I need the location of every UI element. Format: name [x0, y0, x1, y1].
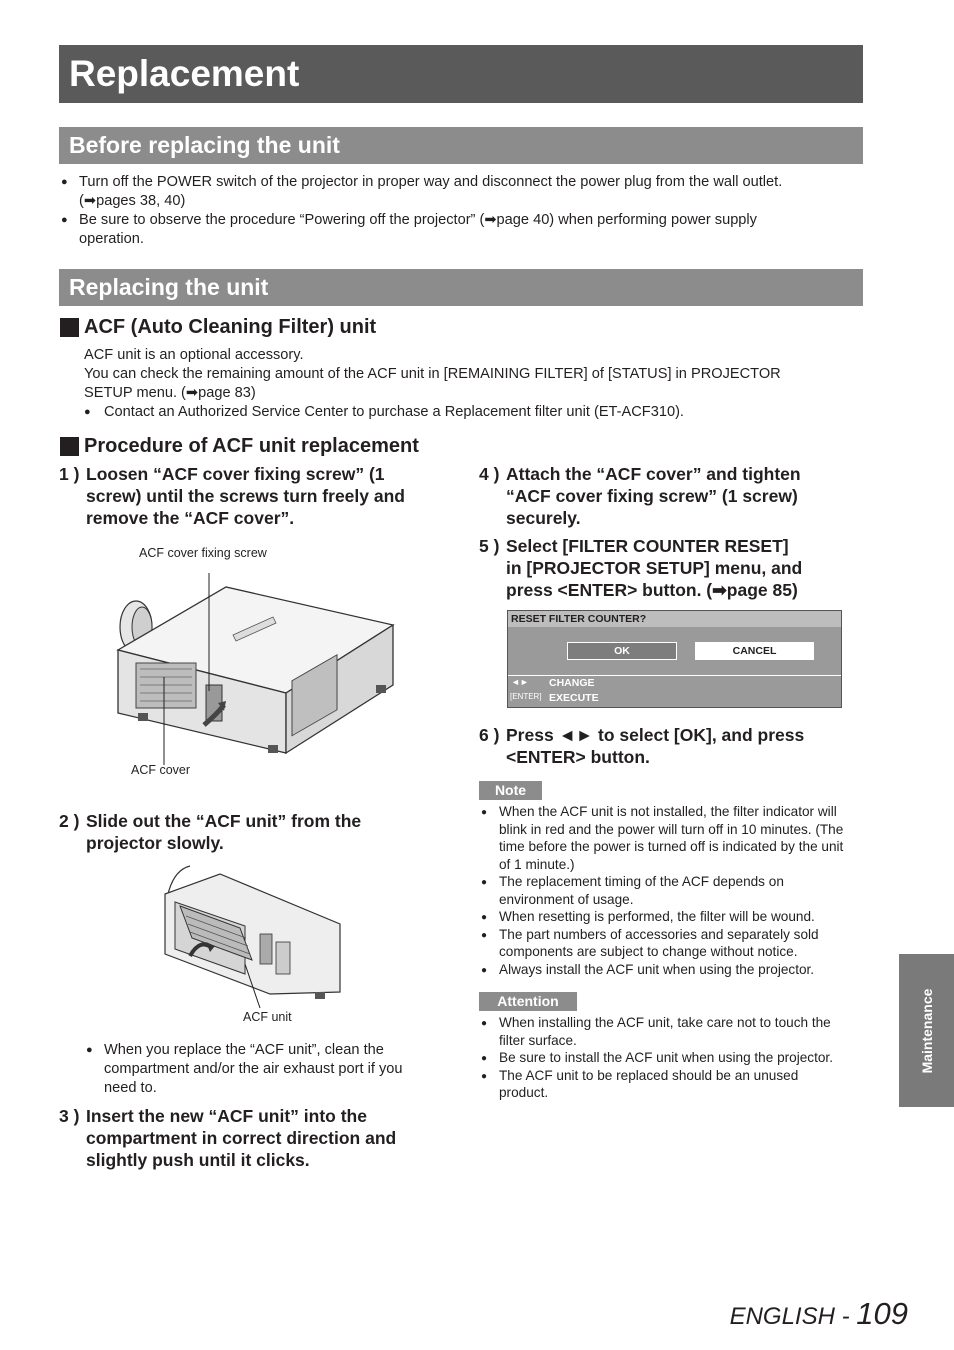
- acf-heading: [60, 316, 376, 339]
- step-5: [479, 535, 859, 601]
- before-bullet-2: ● Be sure to observe the procedure “Powering off the projector” (➡page 40) when performing power supply: [61, 211, 861, 230]
- acf-line-2: You can check the remaining amount of the ACF unit in [REMAINING FILTER] of [STATUS] in PROJECTOR: [84, 366, 781, 382]
- step-number: 2 ): [59, 811, 80, 831]
- procedure-heading-text: Procedure of ACF unit replacement: [84, 435, 419, 457]
- step2-bullet-line: ● When you replace the “ACF unit”, clean the: [86, 1041, 446, 1060]
- maintenance-side-tab: [899, 954, 954, 1107]
- note-line: ● When the ACF unit is not installed, the filter indicator will: [499, 804, 837, 819]
- attention-line: product.: [499, 1085, 549, 1100]
- execute-hint: EXECUTE: [549, 692, 599, 704]
- before-bullets: [61, 173, 861, 249]
- step2-bullet-line: need to.: [104, 1080, 157, 1096]
- page-title: Replacement: [69, 53, 300, 94]
- step-text: press <ENTER> button. (➡page 85): [506, 580, 798, 600]
- attention-item: [481, 1014, 866, 1049]
- note-item: [481, 803, 866, 873]
- note-line: ● When resetting is performed, the filter will be wound.: [499, 909, 815, 924]
- step-text: Insert the new “ACF unit” into the: [86, 1106, 367, 1126]
- reset-filter-dialog: [507, 610, 842, 708]
- cancel-button[interactable]: CANCEL: [695, 642, 814, 660]
- enter-key-icon: [ENTER]: [510, 692, 542, 701]
- step-text: securely.: [506, 508, 581, 528]
- attention-tag: Attention: [479, 992, 577, 1011]
- heading-square-icon: [60, 318, 79, 337]
- projector-illustration: [108, 565, 398, 765]
- step-text: screw) until the screws turn freely and: [86, 486, 405, 506]
- ok-button[interactable]: OK: [567, 642, 677, 660]
- step2-bullet: [86, 1041, 446, 1098]
- procedure-heading: [60, 435, 419, 458]
- note-item: [481, 908, 866, 926]
- page-number: 109: [856, 1296, 908, 1331]
- step-number: 1 ): [59, 464, 80, 484]
- dialog-header: RESET FILTER COUNTER?: [508, 611, 841, 627]
- step-text: Loosen “ACF cover fixing screw” (1: [86, 464, 385, 484]
- page-footer: [730, 1296, 908, 1332]
- note-line: environment of usage.: [499, 891, 634, 907]
- step-6: [479, 724, 859, 768]
- step-text: remove the “ACF cover”.: [86, 508, 295, 528]
- section-before-heading: Before replacing the unit: [69, 132, 340, 158]
- step-text: slightly push until it clicks.: [86, 1150, 310, 1170]
- before-bullet-1: ● Turn off the POWER switch of the projector in proper way and disconnect the power plug from the wall outlet.: [61, 173, 861, 192]
- step-number: 4 ): [479, 464, 500, 484]
- note-line: components are subject to change without notice.: [499, 944, 798, 959]
- side-tab-label: Maintenance: [918, 988, 935, 1073]
- figure1-label-cover: ACF cover: [131, 763, 191, 777]
- step-number: 3 ): [59, 1106, 80, 1126]
- page-title-bar: [59, 45, 863, 103]
- step2-bullet-line: compartment and/or the air exhaust port if you: [104, 1061, 403, 1077]
- dialog-divider: [508, 675, 841, 676]
- note-tag: Note: [479, 781, 542, 800]
- note-item: [481, 961, 866, 979]
- attention-item: [481, 1049, 866, 1067]
- section-replacing-heading: Replacing the unit: [69, 274, 269, 300]
- step-text: Press ◄► to select [OK], and press: [506, 725, 805, 745]
- step-number: 6 ): [479, 725, 500, 745]
- note-line: of 1 minute.): [499, 856, 575, 872]
- step-number: 5 ): [479, 536, 500, 556]
- attention-item: [481, 1067, 866, 1102]
- before-bullet-2-cont: operation.: [79, 231, 144, 247]
- note-list: [481, 803, 866, 978]
- step-text: in [PROJECTOR SETUP] menu, and: [506, 558, 803, 578]
- footer-language: ENGLISH -: [729, 1303, 857, 1330]
- acf-description: [84, 346, 864, 422]
- step-text: “ACF cover fixing screw” (1 screw): [506, 486, 798, 506]
- acf-line-3: SETUP menu. (➡page 83): [84, 385, 256, 401]
- note-line: time before the power is turned off is indicated by the unit: [499, 839, 844, 854]
- attention-line: ● The ACF unit to be replaced should be an unused: [499, 1067, 799, 1083]
- note-line: ● The part numbers of accessories and separately sold: [499, 926, 819, 942]
- step-4: [479, 463, 859, 529]
- before-bullet-1-ref: (➡pages 38, 40): [79, 193, 186, 209]
- attention-line: filter surface.: [499, 1032, 577, 1048]
- step-text: <ENTER> button.: [506, 747, 650, 767]
- attention-list: [481, 1014, 866, 1102]
- acf-unit-illustration: [160, 864, 345, 1009]
- step-text: Select [FILTER COUNTER RESET]: [506, 536, 789, 556]
- attention-line: ● When installing the ACF unit, take care not to touch the: [499, 1015, 831, 1030]
- section-replacing-heading-bar: [59, 269, 863, 306]
- note-line: ● Always install the ACF unit when using the projector.: [499, 961, 815, 977]
- step-1: [59, 463, 459, 529]
- step-2: [59, 810, 459, 854]
- acf-heading-text: ACF (Auto Cleaning Filter) unit: [84, 316, 377, 338]
- step-text: compartment in correct direction and: [86, 1128, 397, 1148]
- note-line: ● The replacement timing of the ACF depends on: [499, 874, 784, 889]
- arrows-icon: ◄►: [511, 677, 529, 687]
- heading-square-icon: [60, 437, 79, 456]
- note-line: blink in red and the power will turn off in 10 minutes. (The: [499, 821, 844, 837]
- change-hint: CHANGE: [549, 677, 595, 689]
- step-text: Attach the “ACF cover” and tighten: [506, 464, 801, 484]
- note-item: [481, 926, 866, 961]
- section-before-heading-bar: [59, 127, 863, 164]
- step-text: projector slowly.: [86, 833, 224, 853]
- step-text: Slide out the “ACF unit” from the: [86, 811, 362, 831]
- figure1-label-screw: ACF cover fixing screw: [139, 546, 267, 560]
- acf-bullet: ● Contact an Authorized Service Center to purchase a Replacement filter unit (ET-ACF310).: [84, 403, 864, 422]
- figure2-label-unit: ACF unit: [243, 1010, 292, 1024]
- note-item: [481, 873, 866, 908]
- acf-line-1: ACF unit is an optional accessory.: [84, 347, 304, 363]
- step-3: [59, 1105, 459, 1171]
- attention-line: ● Be sure to install the ACF unit when using the projector.: [499, 1050, 833, 1065]
